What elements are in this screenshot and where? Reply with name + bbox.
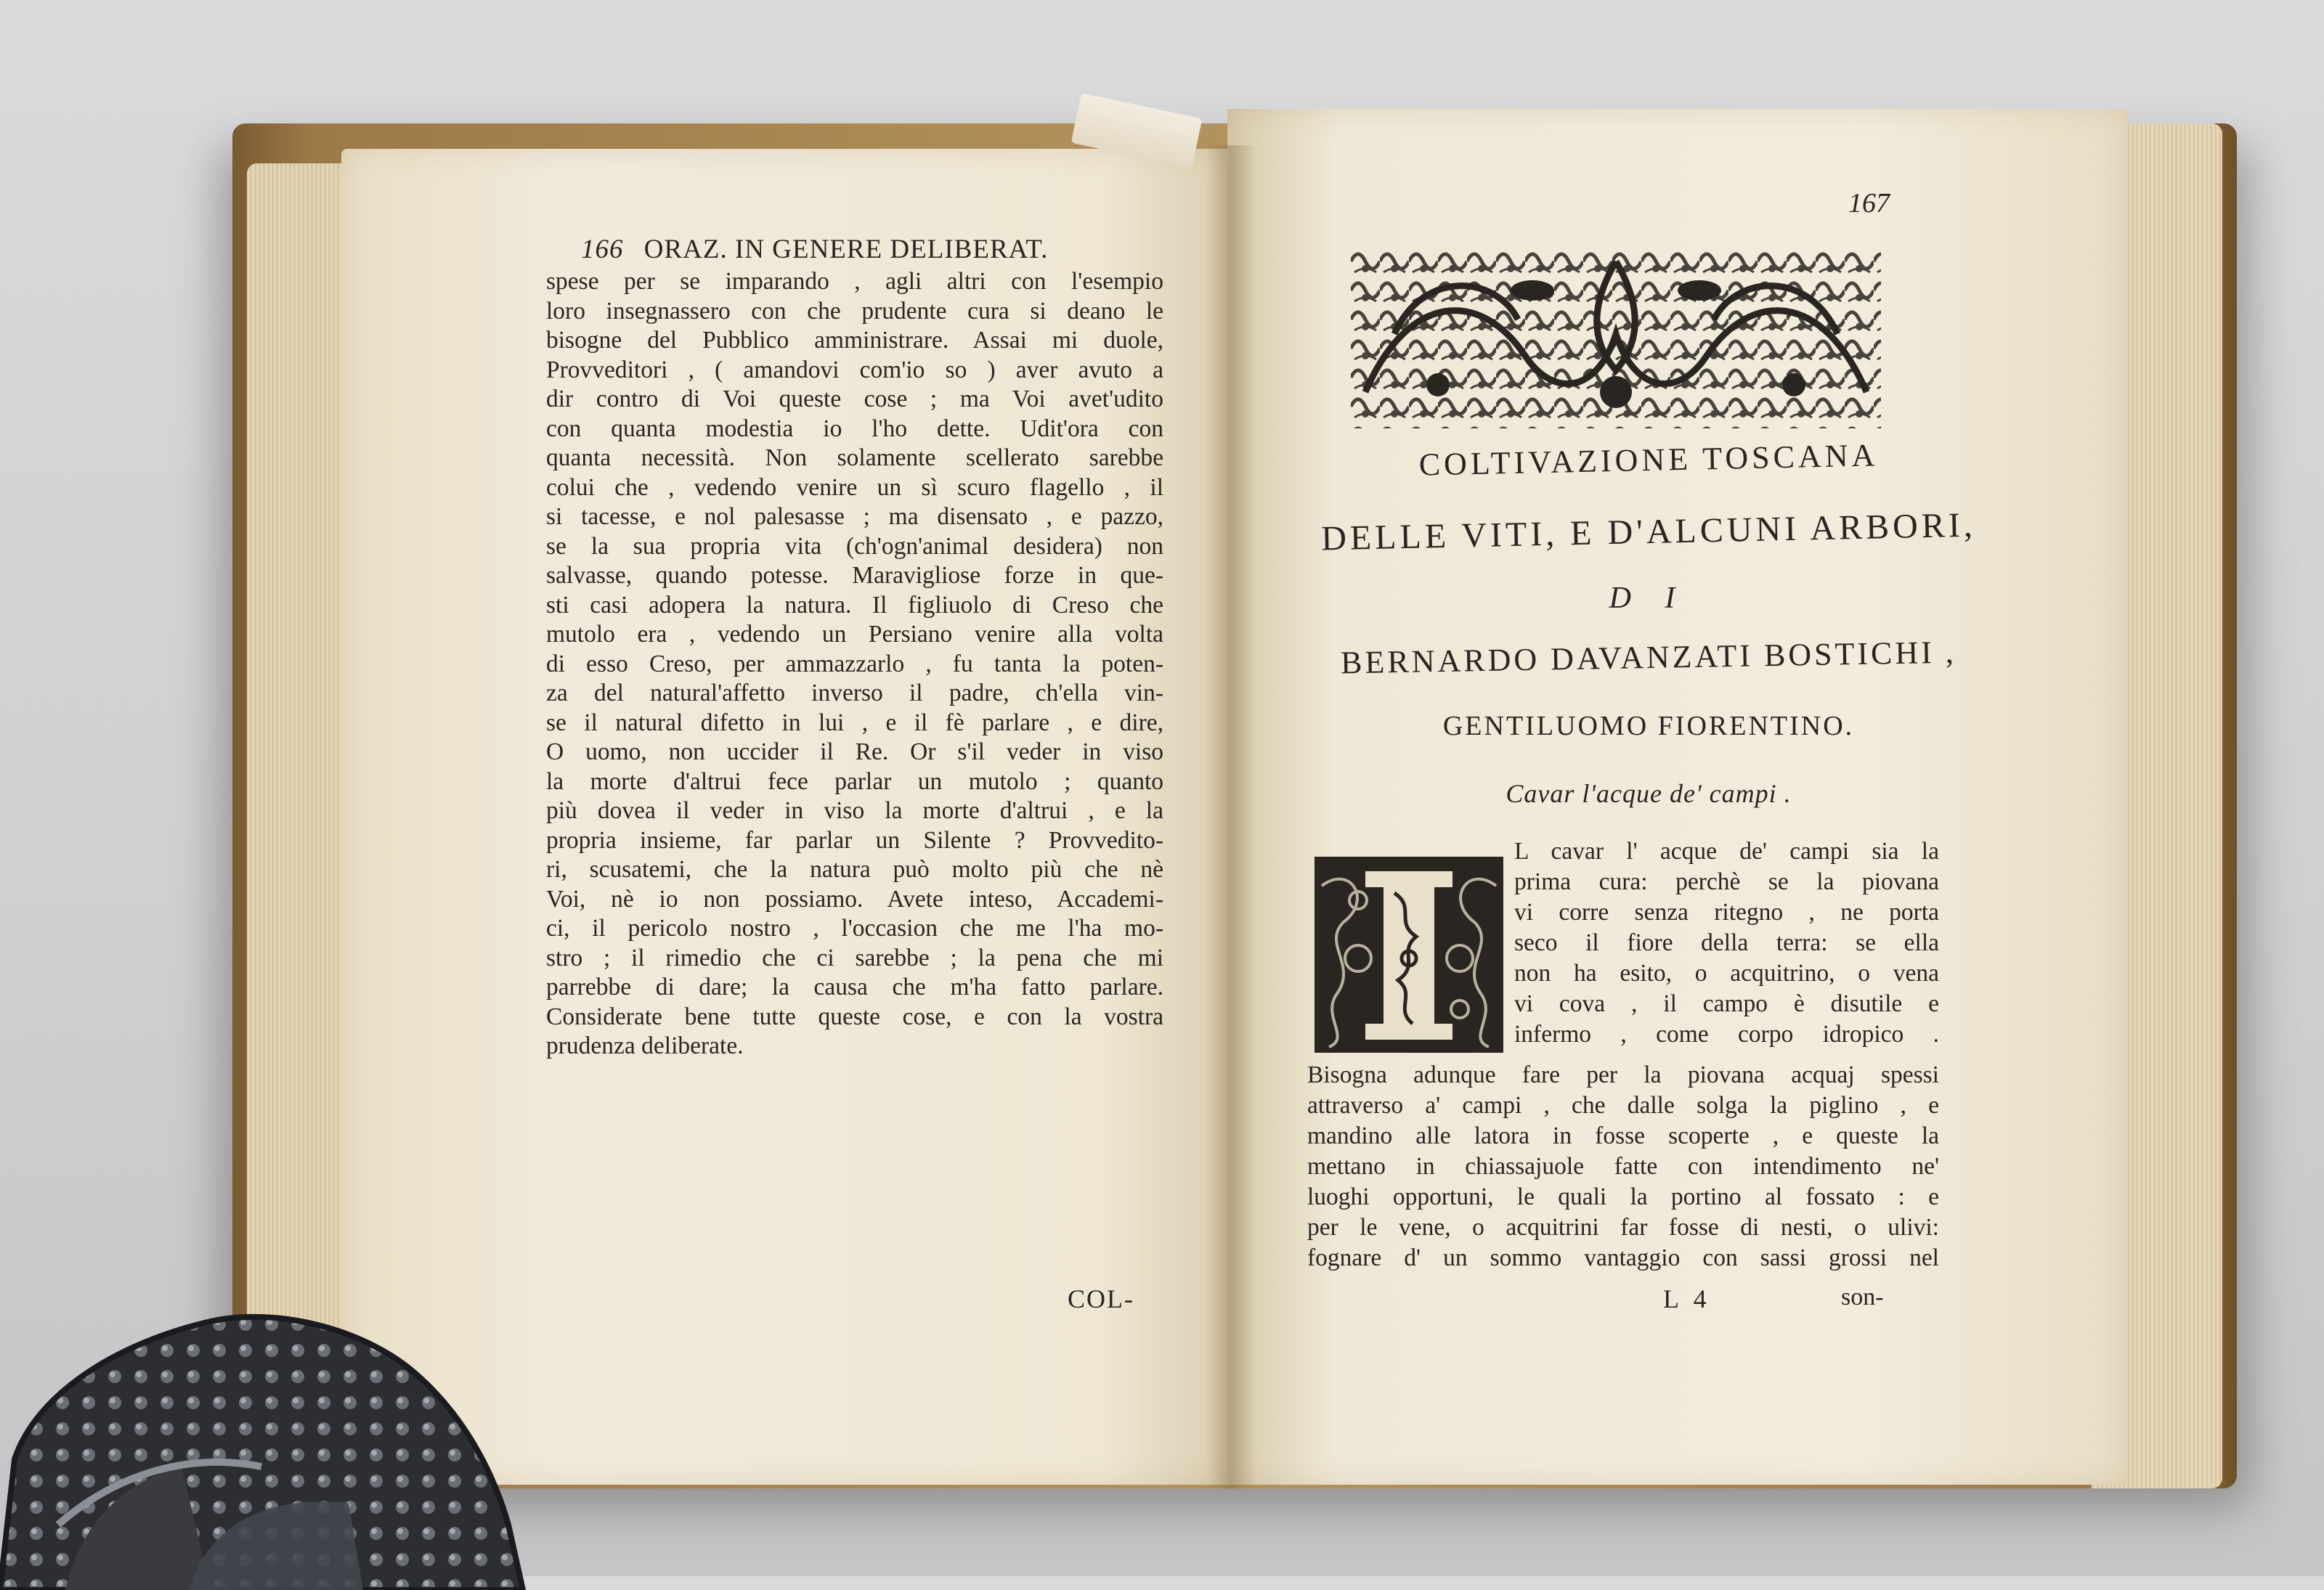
text-line: stro ; il rimedio che ci sarebbe ; la pena che mi <box>546 944 1163 971</box>
right-catchword: son- <box>1841 1284 1884 1310</box>
text-line: L cavar l' acque de' campi sia la <box>1514 838 1939 865</box>
text-line: sti casi adopera la natura. Il figliuolo di Creso che <box>546 591 1163 619</box>
text-line: vi corre senza ritegno , ne porta <box>1514 899 1939 926</box>
text-line: attraverso a' campi , che dalle solga la piglino , e <box>1307 1092 1939 1119</box>
text-line: seco il fiore della terra: se ella <box>1514 929 1939 956</box>
text-line: non ha esito, o acquitrino, o vena <box>1514 960 1939 987</box>
left-catchword: COL- <box>1068 1284 1134 1313</box>
text-line: Considerate bene tutte queste cose, e con la vostra <box>546 1003 1163 1030</box>
text-line: con quanta modestia io l'ho dette. Udit'ora con <box>546 415 1163 442</box>
text-line: la morte d'altrui fece parlar un mutolo ; quanto <box>546 767 1163 795</box>
title-line-3: D I <box>1609 582 1689 615</box>
text-line: Bisogna adunque fare per la piovana acquaj spessi <box>1307 1061 1939 1088</box>
text-line: per le vene, o acquitrini far fosse di nesti, o ulivi: <box>1307 1214 1939 1241</box>
text-line: se la sua propria vita (ch'ogn'animal desidera) non <box>546 532 1163 560</box>
text-line: za del natural'affetto inverso il padre, ch'ella vin- <box>546 680 1163 706</box>
text-line: infermo , come corpo idropico . <box>1514 1021 1939 1048</box>
left-running-head <box>581 234 1191 265</box>
right-text-full-width <box>1307 1060 1939 1273</box>
text-line: salvasse, quando potesse. Maravigliose forze in que- <box>546 562 1163 589</box>
text-line: Voi, nè io non possiamo. Avete inteso, Accademi- <box>546 885 1163 913</box>
dropcap-initial <box>1315 857 1503 1053</box>
text-line: bisogne del Pubblico amministrare. Assai mi duole, <box>546 327 1163 354</box>
text-line: mandino alle latora in fosse scoperte , e queste la <box>1307 1122 1939 1149</box>
text-line: parrebbe di dare; la causa che m'ha fatto parlare. <box>546 974 1163 1000</box>
text-line: Provveditori , ( amandovi com'io so ) aver avuto a <box>546 356 1163 383</box>
text-line: mettano in chiassajuole fatte con intendimento ne' <box>1307 1153 1939 1180</box>
text-line: vi cova , il campo è disutile e <box>1514 990 1939 1017</box>
text-line: dir contro di Voi queste cose ; ma Voi avet'udito <box>546 386 1163 412</box>
headpiece-ornament <box>1351 247 1881 428</box>
title-line-2: DELLE VITI, E D'ALCUNI ARBORI, <box>1320 505 1977 558</box>
left-page-number: 166 <box>581 235 624 264</box>
title-line-5: GENTILUOMO FIORENTINO. <box>1442 711 1855 741</box>
text-line: quanta necessità. Non solamente scellerato sarebbe <box>546 444 1163 471</box>
text-line: ci, il pericolo nostro , l'occasion che me l'ha mo- <box>546 915 1163 942</box>
text-line: O uomo, non uccider il Re. Or s'il veder in viso <box>546 738 1163 765</box>
right-page-number: 167 <box>1848 188 1890 219</box>
text-line: fognare d' un sommo vantaggio con sassi grossi nel <box>1307 1244 1939 1271</box>
text-line: propria insieme, far parlar un Silente ? Provvedito- <box>546 826 1163 854</box>
signature-mark: L 4 <box>1663 1284 1711 1313</box>
left-page-text <box>546 267 1163 1061</box>
title-line-1: COLTIVAZIONE TOSCANA <box>1418 437 1879 483</box>
right-text-beside-cap <box>1514 836 1939 1050</box>
text-line: mutolo era , vedendo un Persiano venire alla volta <box>546 621 1163 648</box>
section-heading: Cavar l'acque de' campi . <box>1506 779 1792 808</box>
text-line: prudenza deliberate. <box>546 1032 744 1059</box>
text-line: luoghi opportuni, le quali la portino al fossato : e <box>1307 1183 1939 1210</box>
title-line-author: BERNARDO DAVANZATI BOSTICHI , <box>1340 634 1957 681</box>
text-line: di esso Creso, per ammazzarlo , fu tanta la poten- <box>546 650 1163 677</box>
left-head-title: ORAZ. IN GENERE DELIBERAT. <box>643 235 1049 264</box>
text-line: prima cura: perchè se la piovana <box>1514 868 1939 895</box>
text-line: se il natural difetto in lui , e il fè parlare , e dire, <box>546 709 1163 736</box>
text-line: più dovea il veder in viso la morte d'altrui , e la <box>546 797 1163 824</box>
metal-weight-object <box>0 1285 552 1590</box>
text-line: loro insegnassero con che prudente cura si deano le <box>546 297 1163 325</box>
text-line: spese per se imparando , agli altri con l'esempio <box>546 268 1163 295</box>
text-line: si tacesse, e nol palesasse ; ma disensato , e pazzo, <box>546 503 1163 530</box>
text-line: ri, scusatemi, che la natura può molto più che nè <box>546 856 1163 883</box>
book-gutter <box>1206 145 1256 1488</box>
text-line: colui che , vedendo venire un sì scuro flagello , il <box>546 473 1163 501</box>
